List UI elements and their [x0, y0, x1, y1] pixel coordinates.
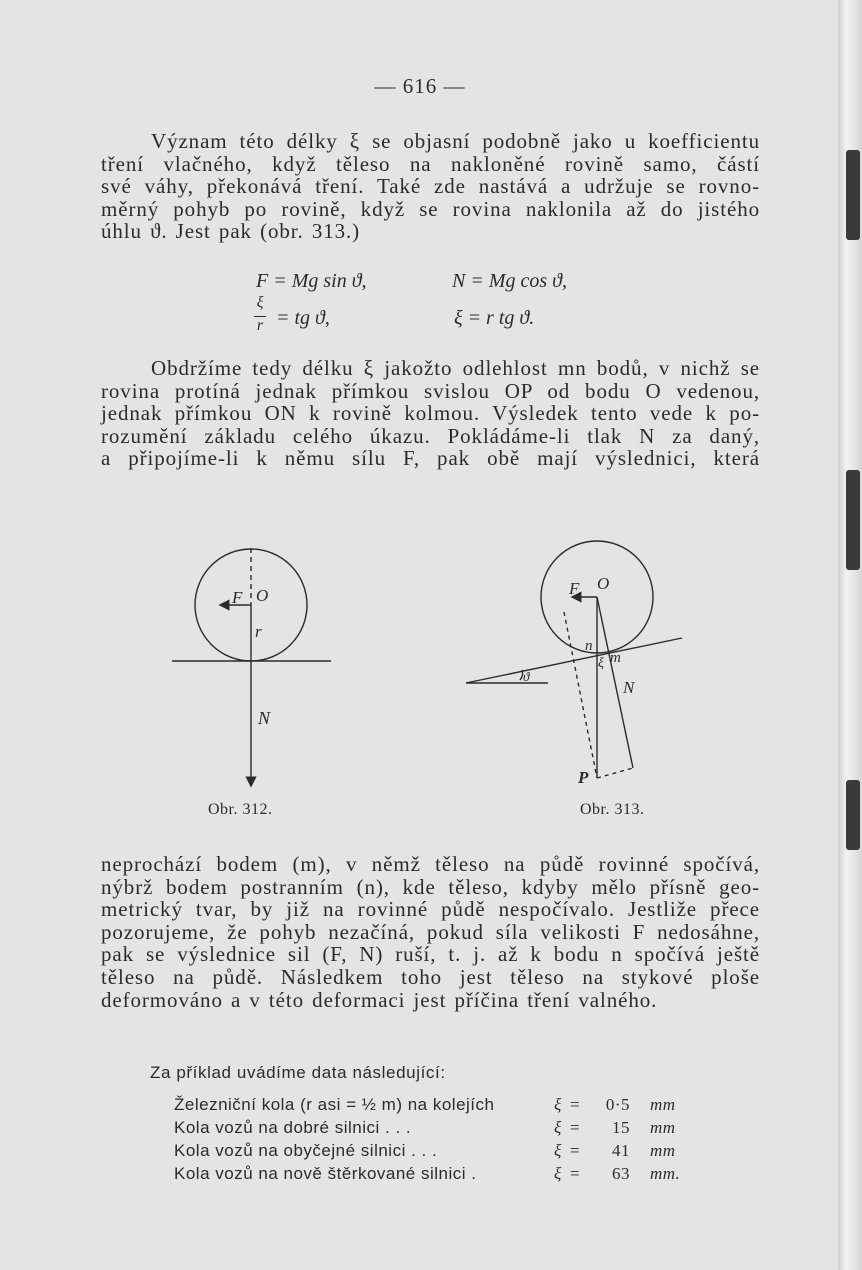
equation-friction-force: F = Mg sin ϑ, [256, 270, 367, 292]
example-label: Kola vozů na dobré silnici . . . [174, 1118, 412, 1137]
fig313-label-theta: ϑ [523, 669, 530, 684]
figure-312 [172, 548, 331, 782]
text-line: neprochází bodem (m), v němž těleso na půdě rovinné spočívá, [101, 852, 760, 876]
example-equals: = [570, 1095, 581, 1114]
equation-normal-force: N = Mg cos ϑ, [452, 270, 567, 292]
fig313-label-N: N [623, 678, 635, 697]
text-line: měrný pohyb po rovině, když se rovina naklonila až do jistého [101, 196, 760, 221]
text-line: pozorujeme, že pohyb nezačíná, pokud síla velikosti F nedosáhne, [101, 919, 760, 944]
example-equals: = [570, 1141, 581, 1160]
example-unit: mm [650, 1118, 676, 1137]
text-line: Význam této délky ξ se objasní podobně jako u koefficientu [151, 129, 760, 153]
example-symbol: ξ [554, 1095, 562, 1114]
text-line: své váhy, překonává tření. Také zde nastává a udržuje se rovno- [101, 174, 760, 199]
fraction-denominator: r [256, 317, 264, 334]
example-symbol: ξ [554, 1118, 562, 1137]
fig313-label-m: m [610, 650, 621, 666]
text-line: tření vlačného, když těleso na nakloněné rovině samo, částí [101, 151, 760, 176]
text-line: rovina protíná jednak přímkou svislou OP od bodu O vedenou, [101, 378, 760, 403]
fig312-label-r: r [255, 622, 262, 641]
figure-313-caption: Obr. 313. [580, 801, 645, 818]
example-value: 15 [612, 1118, 630, 1137]
fig313-label-O: O [597, 574, 610, 593]
figure-312-caption: Obr. 312. [208, 801, 273, 818]
fig313-label-F: F [569, 579, 580, 598]
text-line: metrický tvar, by již na rovinné půdě nespočívalo. Jestliže přece [101, 897, 760, 922]
example-label: Kola vozů na nově štěrkované silnici . [174, 1164, 477, 1183]
examples-intro: Za příklad uvádíme data následující: [150, 1063, 446, 1082]
text-line: a připojíme-li k němu sílu F, pak obě mají výslednici, která [101, 446, 760, 471]
equation-xi: ξ = r tg ϑ. [454, 307, 535, 329]
fig313-label-n: n [585, 638, 593, 654]
example-unit: mm [650, 1095, 676, 1114]
text-line: těleso na půdě. Následkem toho jest těleso na stykové ploše [101, 964, 760, 989]
example-label: Kola vozů na obyčejné silnici . . . [174, 1141, 438, 1160]
text-line: úhlu ϑ. Jest pak (obr. 313.) [101, 219, 361, 244]
example-unit: mm. [650, 1164, 681, 1183]
fig312-label-O: O [256, 586, 269, 605]
example-equals: = [570, 1164, 581, 1183]
text-line: Obdržíme tedy délku ξ jakožto odlehlost mn bodů, v nichž se [151, 356, 760, 380]
paragraph-3 [101, 853, 760, 1011]
example-symbol: ξ [554, 1164, 562, 1183]
text-line: nýbrž bodem postranním (n), kde těleso, kdyby mělo přísně geo- [101, 874, 760, 899]
example-equals: = [570, 1118, 581, 1137]
dashed-resultant-line [564, 612, 597, 778]
example-symbol: ξ [554, 1141, 562, 1160]
fig312-label-F: F [232, 588, 243, 607]
example-value: 0·5 [605, 1095, 630, 1114]
example-value: 63 [612, 1164, 630, 1183]
dashed-closing-line [597, 768, 633, 778]
text-line: rozumění základu celého úkazu. Pokládáme-li tlak N za daný, [101, 423, 760, 448]
example-label: Železniční kola (r asi = ½ m) na kolejích [174, 1095, 495, 1114]
page-number: — 616 — [374, 74, 466, 98]
fig313-label-xi: ξ [598, 656, 604, 671]
text-line: pak se výslednice sil (F, N) ruší, t. j. až k bodu n spočívá ještě [101, 942, 760, 967]
text-line: deformováno a v této deformaci jest příčina tření valného. [101, 987, 658, 1012]
fig312-label-N: N [258, 708, 271, 728]
fig313-label-P: P [578, 768, 589, 787]
example-unit: mm [650, 1141, 676, 1160]
fraction-numerator: ξ [256, 294, 264, 311]
figure-313 [466, 541, 682, 778]
text-line: jednak přímkou ON k rovině kolmou. Výsledek tento vede k po- [101, 401, 760, 426]
example-value: 41 [612, 1141, 630, 1160]
equation-tangent: = tg ϑ, [276, 307, 330, 329]
